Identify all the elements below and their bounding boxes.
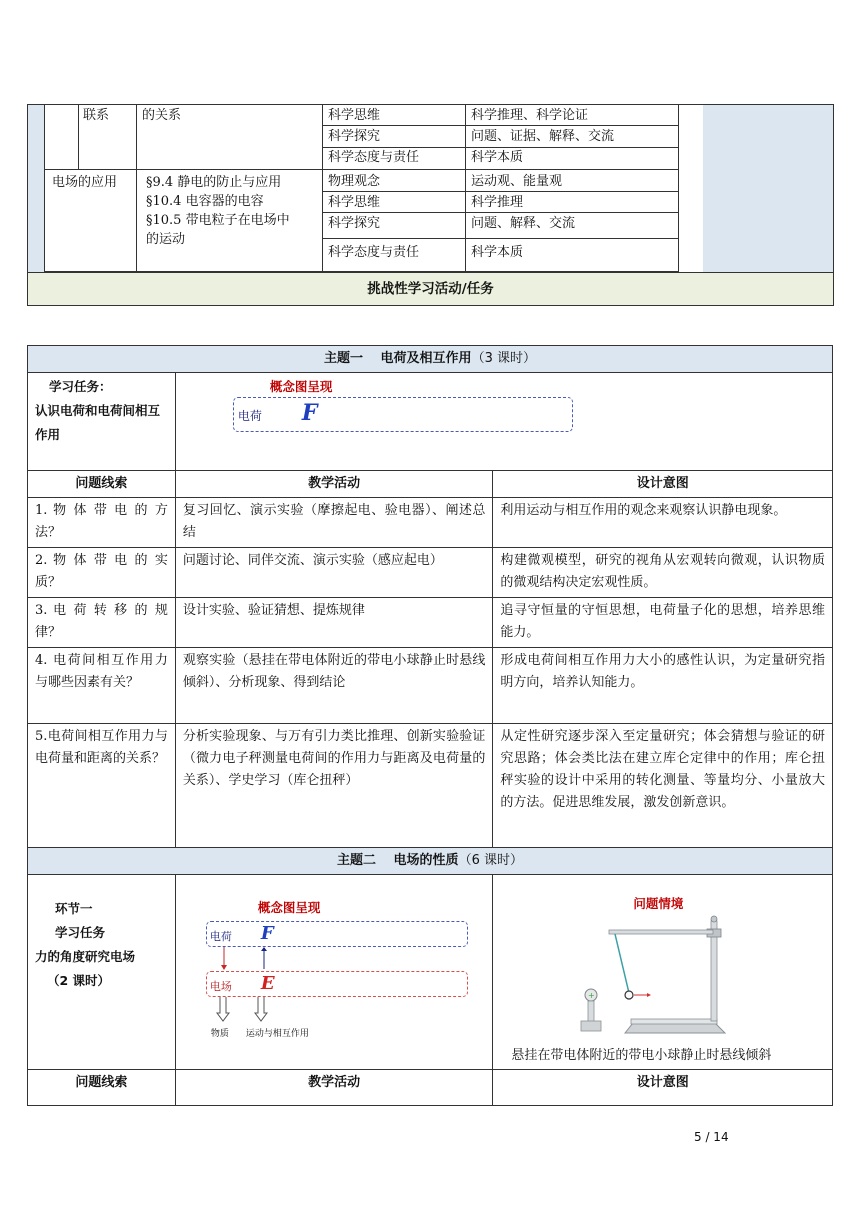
top-row1-pair1-b: 问题、证据、解释、交流 (471, 129, 615, 144)
concept-field-label: 电场 (209, 980, 232, 993)
theme2-title: 主题二 电场的性质 (337, 853, 459, 868)
theme2-stage: 环节一 (55, 901, 93, 916)
col-header-intent: 设计意图 (493, 471, 833, 498)
theme2-task-label: 学习任务 (55, 925, 106, 940)
top-row1-pair2-a: 科学态度与责任 (328, 150, 420, 165)
row2-question: 2. 物 体 带 电 的 实质？ (28, 548, 176, 598)
top-row2-pair2-b: 问题、解释、交流 (471, 216, 576, 231)
table-row (28, 498, 833, 548)
theme1-task-text: 认识电荷和电荷间相互作用 (35, 403, 161, 442)
top-row2-pair3-b: 科学本质 (471, 245, 524, 260)
row3-question: 3. 电 荷 转 移 的 规律？ (28, 598, 176, 648)
theme1-hours: （3 课时） (471, 351, 536, 366)
row5-intent: 从定性研究逐步深入至定量研究；体会猜想与验证的研究思路；体会类比法在建立库仑定律中的作用；库仑扭秤实验的设计中采用的转化测量、等量均分、小量放大的方法。促进思维发展，激发创新意识。 (493, 724, 833, 848)
theme1-header (28, 346, 833, 373)
table-row (28, 648, 833, 724)
top-row2-col3-line3: 的运动 (146, 232, 186, 247)
table-row (28, 598, 833, 648)
challenge-heading: 挑战性学习活动/任务 (28, 272, 833, 305)
row1-question: 1. 物 体 带 电 的 方法？ (28, 498, 176, 548)
row4-intent: 形成电荷间相互作用力大小的感性认识，为定量研究指明方向，培养认知能力。 (493, 648, 833, 724)
top-row1-pair0-a: 科学思维 (328, 108, 381, 123)
col-header-question: 问题线索 (28, 471, 176, 498)
top-row1-pair2-b: 科学本质 (471, 150, 524, 165)
svg-text:+: + (588, 991, 596, 1000)
concept-arrows-1 (216, 947, 276, 971)
top-row2-pair3-a: 科学态度与责任 (328, 245, 420, 260)
page-number: 5 / 14 (694, 1130, 729, 1144)
top-table (27, 104, 834, 306)
top-row2-pair0-b: 运动观、能量观 (471, 174, 563, 189)
top-row2-col3-line0: §9.4 静电的防止与应用 (146, 175, 282, 190)
top-row1-col3: 的关系 (142, 108, 182, 123)
theme1-task-label: 学习任务： (49, 379, 112, 394)
concept-charge-label: 电荷 (209, 930, 232, 943)
situation-title: 问题情境 (633, 896, 684, 911)
table-row (28, 548, 833, 598)
theme2-concept-cell (175, 875, 493, 1070)
theme1-concept-box (233, 397, 573, 432)
table-row (28, 724, 833, 848)
row4-question: 4. 电荷间相互作用力与哪些因素有关？ (28, 648, 176, 724)
lesson-table (27, 345, 833, 1106)
row1-activity: 复习回忆、演示实验（摩擦起电、验电器）、阐述总结 (175, 498, 493, 548)
top-row1-pair1-a: 科学探究 (328, 129, 381, 144)
row2-activity: 问题讨论、同伴交流、演示实验（感应起电） (175, 548, 493, 598)
top-row2-col3-line2: §10.5 带电粒子在电场中 (146, 213, 290, 228)
theme2-concept-title: 概念图呈现 (257, 900, 321, 915)
t2-col-header-activity: 教学活动 (175, 1070, 493, 1106)
theme1-title: 主题一 电荷及相互作用 (324, 351, 472, 366)
field-symbol: E (260, 973, 275, 994)
situation-caption: 悬挂在带电体附近的带电小球静止时悬线倾斜 (511, 1048, 772, 1063)
top-row2-pair1-a: 科学思维 (328, 195, 381, 210)
theme1-concept-cell (175, 373, 832, 471)
concept-arrows-2 (214, 997, 274, 1023)
top-row2-pair0-a: 物理观念 (328, 174, 381, 189)
col-header-activity: 教学活动 (175, 471, 493, 498)
top-row2-pair2-a: 科学探究 (328, 216, 381, 231)
theme1-task-cell (28, 373, 176, 471)
concept-charge-box (206, 921, 468, 947)
pendulum-apparatus-image (565, 915, 745, 1043)
theme2-situation-cell (493, 875, 833, 1070)
row5-question: 5.电荷间相互作用力与电荷量和距离的关系？ (28, 724, 176, 848)
t2-col-header-intent: 设计意图 (493, 1070, 833, 1106)
row3-intent: 追寻守恒量的守恒思想，电荷量子化的思想，培养思维能力。 (493, 598, 833, 648)
row2-intent: 构建微观模型，研究的视角从宏观转向微观，认识物质的微观结构决定宏观性质。 (493, 548, 833, 598)
theme2-task-hours: （2 课时） (47, 973, 111, 988)
theme2-header (28, 848, 833, 875)
top-row2-col3-line1: §10.4 电容器的电容 (146, 194, 264, 209)
row1-intent: 利用运动与相互作用的观念来观察认识静电现象。 (493, 498, 833, 548)
top-row1-pair0-b: 科学推理、科学论证 (471, 108, 589, 123)
force-symbol: F (260, 923, 274, 944)
concept-matter-label: 物质 (210, 1029, 229, 1039)
row3-activity: 设计实验、验证猜想、提炼规律 (175, 598, 493, 648)
force-symbol: F (301, 400, 318, 426)
theme2-task-cell (28, 875, 176, 1070)
theme2-task-text: 力的角度研究电场 (35, 949, 136, 964)
theme1-concept-title: 概念图呈现 (269, 379, 333, 394)
top-row2-pair1-b: 科学推理 (471, 195, 524, 210)
concept-field-box (206, 971, 468, 997)
row4-activity: 观察实验（悬挂在带电体附近的带电小球静止时悬线倾斜）、分析现象、得到结论 (175, 648, 493, 724)
t2-col-header-question: 问题线索 (28, 1070, 176, 1106)
theme2-hours: （6 课时） (458, 853, 523, 868)
concept-motion-label: 运动与相互作用 (245, 1029, 309, 1039)
row5-activity: 分析实验现象、与万有引力类比推理、创新实验验证（微力电子秤测量电荷间的作用力与距离及电荷量的关系）、学史学习（库仑扭秤） (175, 724, 493, 848)
top-row2-col2: 电场的应用 (52, 175, 118, 190)
theme1-concept-label: 电荷 (237, 409, 262, 423)
top-row1-col2: 联系 (83, 108, 110, 123)
